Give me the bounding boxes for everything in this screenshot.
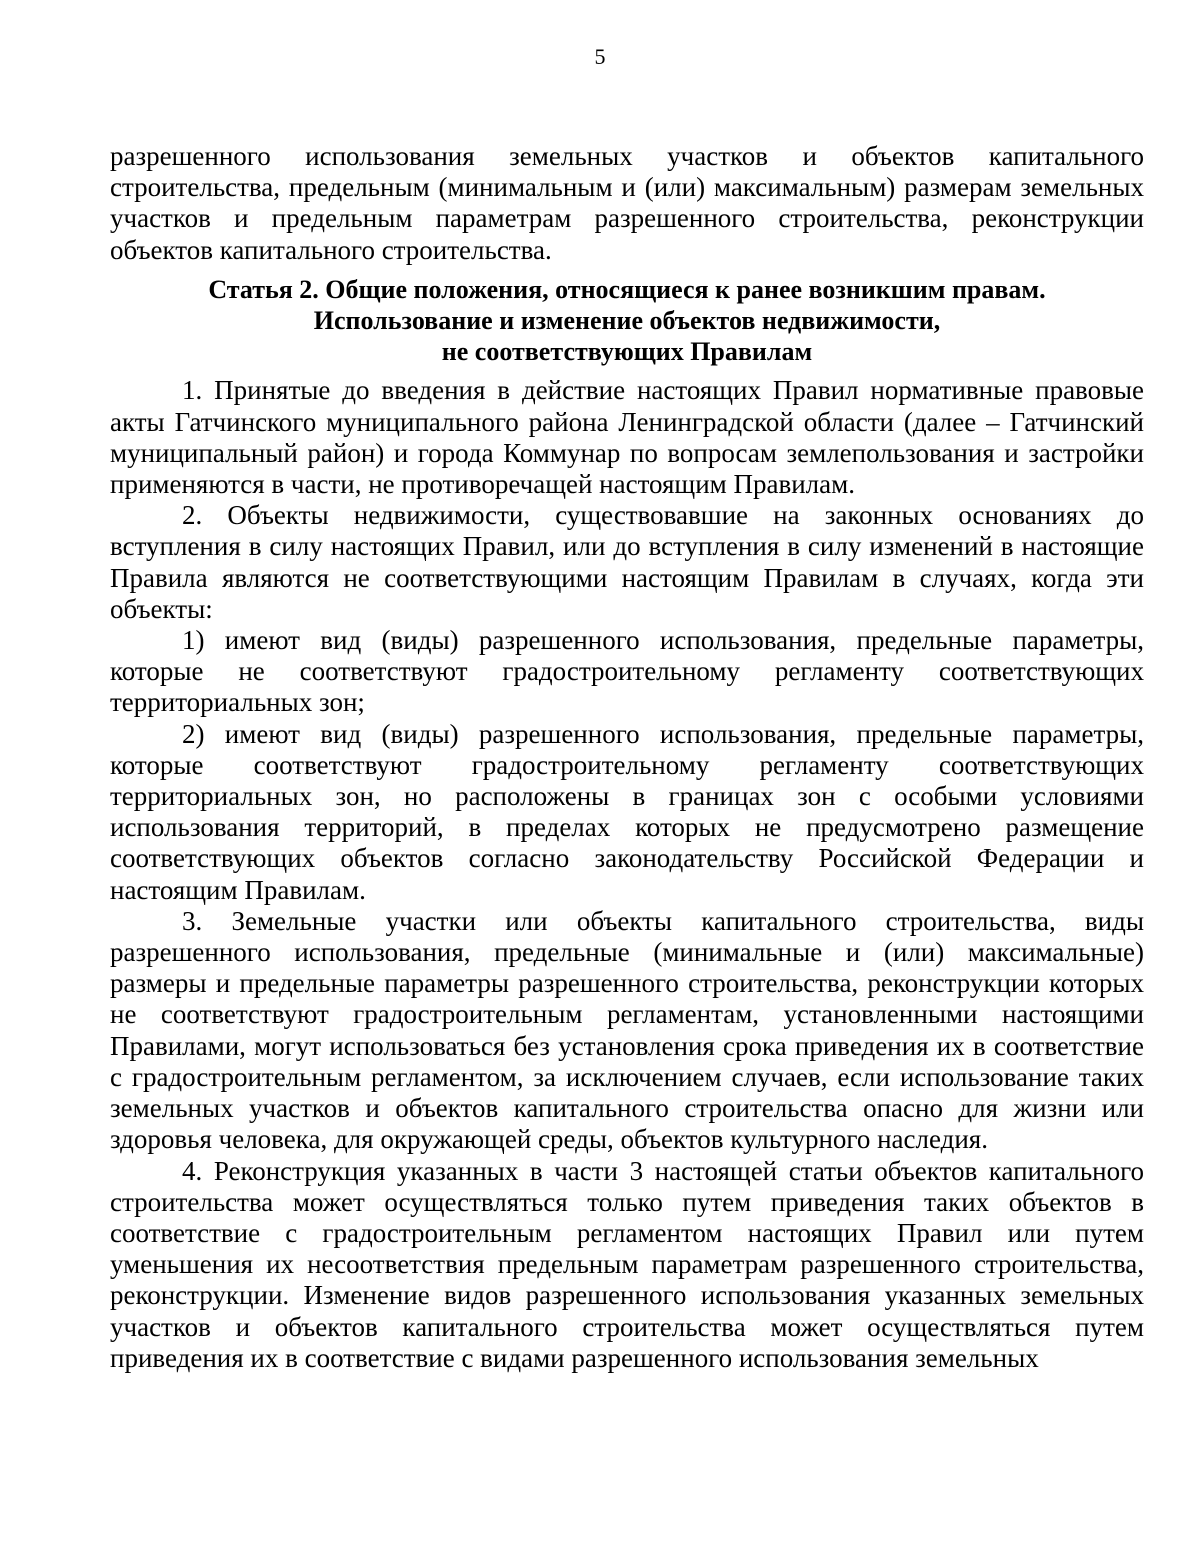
- article-paragraph-4: 4. Реконструкция указанных в части 3 настоящей статьи объектов капитального строительства может осуществляться только путем приведения таких объектов в соответствие с градостроительным регламентом настоящих Правил или путем уменьшения их несоответствия предельным параметрам разрешенного строительства, реконструкции. Изменение видов разрешенного использования указанных земельных участков и объектов капитального строительства может осуществляться путем приведения их в соответствие с видами разрешенного использования земельных: [110, 1155, 1144, 1373]
- article-subitem-1: 1) имеют вид (виды) разрешенного использования, предельные параметры, которые не соответствуют градостроительному регламенту соответствующих территориальных зон;: [110, 625, 1144, 718]
- document-body: [110, 141, 1144, 1374]
- page-number: 5: [594, 44, 606, 69]
- intro-paragraph: разрешенного использования земельных участков и объектов капитального строительства, предельным (минимальным и (или) максимальным) размерам земельных участков и предельным параметрам разрешенного строительства, реконструкции объектов капитального строительства.: [110, 141, 1144, 265]
- article-heading-line: Статья 2. Общие положения, относящиеся к ранее возникшим правам.: [208, 274, 1046, 304]
- article-paragraph-3: 3. Земельные участки или объекты капитального строительства, виды разрешенного использования, предельные (минимальные и (или) максимальные) размеры и предельные параметры разрешенного строительства, реконструкции которых не соответствуют градостроительным регламентам, установленными настоящими Правилами, могут использоваться без установления срока приведения их в соответствие с градостроительным регламентом, за исключением случаев, если использование таких земельных участков и объектов капитального строительства опасно для жизни или здоровья человека, для окружающей среды, объектов культурного наследия.: [110, 905, 1144, 1155]
- article-subitem-2: 2) имеют вид (виды) разрешенного использования, предельные параметры, которые соответствуют градостроительному регламенту соответствующих территориальных зон, но расположены в границах зон с особыми условиями использования территорий, в пределах которых не предусмотрено размещение соответствующих объектов согласно законодательству Российской Федерации и настоящим Правилам.: [110, 718, 1144, 905]
- article-heading-line: Использование и изменение объектов недвижимости,: [313, 306, 941, 336]
- article-paragraph-2: 2. Объекты недвижимости, существовавшие на законных основаниях до вступления в силу настоящих Правил, или до вступления в силу изменений в настоящие Правила являются не соответствующими настоящим Правилам в случаях, когда эти объекты:: [110, 500, 1144, 624]
- article-paragraph-1: 1. Принятые до введения в действие настоящих Правил нормативные правовые акты Гатчинского муниципального района Ленинградской области (далее – Гатчинский муниципальный район) и города Коммунар по вопросам землепользования и застройки применяются в части, не противоречащей настоящим Правилам.: [110, 375, 1144, 500]
- article-heading: [110, 266, 1144, 376]
- article-heading-line: не соответствующих Правилам: [441, 337, 813, 367]
